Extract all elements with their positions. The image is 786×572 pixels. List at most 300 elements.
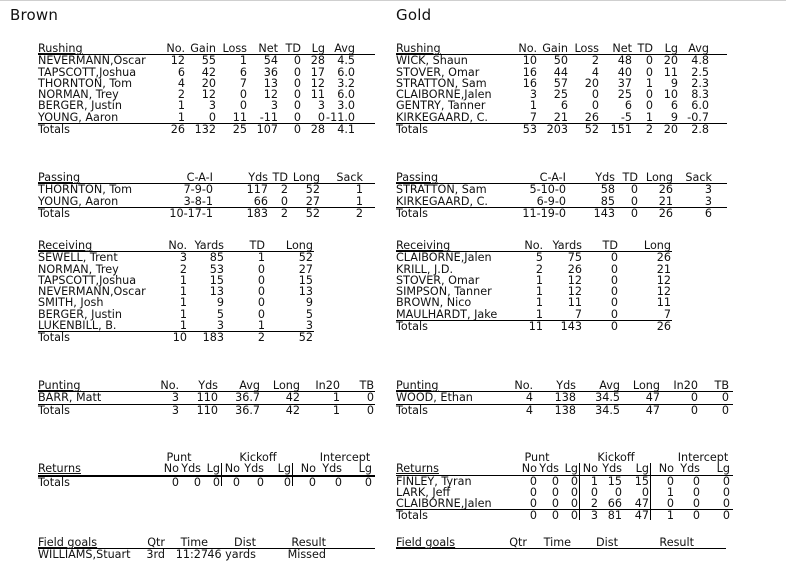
stat-cell: 0: [610, 251, 618, 265]
stat-cell: 0: [334, 475, 342, 489]
stat-cell: 0: [692, 474, 700, 488]
stat-cell: Dist: [596, 536, 618, 549]
totals-row: [38, 331, 314, 343]
stat-cell: 20: [663, 54, 678, 68]
stat-cell: 0: [551, 497, 559, 511]
stat-cell: 12: [170, 54, 185, 68]
stat-cell: 3: [171, 403, 179, 417]
stat-cell: Avg: [239, 379, 260, 392]
stat-cell: 11: [567, 296, 582, 310]
stat-cell: 12: [263, 88, 278, 102]
stat-cell: 4: [525, 403, 533, 417]
stat-cell: 3.2: [337, 76, 355, 90]
stat-cell: 1: [645, 76, 653, 90]
stat-cell: 1: [666, 485, 674, 499]
stat-cell: 5: [216, 307, 224, 321]
row-label: FINLEY, Tyran: [396, 474, 472, 488]
returns-group-label: Intercept: [319, 451, 371, 464]
stat-cell: 12: [201, 88, 216, 102]
stat-cell: 15: [607, 474, 622, 488]
stat-cell: 6.0: [337, 88, 355, 102]
stat-cell: 1: [179, 296, 187, 310]
row-label: WOOD, Ethan: [396, 391, 473, 405]
section-header: [396, 463, 733, 475]
stat-cell: 11-19-0: [522, 206, 566, 220]
stat-cell: 1: [179, 285, 187, 299]
row-label: NORMAN, Trey: [38, 262, 119, 276]
stat-cell: 1: [177, 110, 185, 124]
row-label: Totals: [396, 320, 428, 334]
section-title: Field goals: [38, 536, 98, 549]
stat-cell: 1: [239, 54, 247, 68]
stat-cell: Yds: [539, 462, 559, 476]
stat-cell: 1: [179, 307, 187, 321]
stat-cell: 15: [298, 273, 313, 287]
stat-cell: 0: [630, 183, 638, 197]
stat-cell: 7: [239, 76, 247, 90]
returns-group-label: Punt: [166, 451, 192, 464]
stat-cell: 3: [216, 319, 224, 333]
stat-cell: 0: [551, 474, 559, 488]
row-label: LUKENBILL, B.: [38, 319, 117, 333]
stat-cell: Lg: [716, 462, 730, 476]
stat-cell: 7: [529, 110, 537, 124]
stat-cell: 85: [600, 194, 615, 208]
stat-cell: 1: [257, 251, 265, 265]
section-header: [396, 537, 726, 549]
stat-cell: No: [582, 462, 598, 476]
stat-cell: 28: [310, 123, 325, 137]
table-row: [38, 55, 375, 66]
stat-cell: 0: [293, 54, 301, 68]
stat-cell: 6.0: [691, 99, 709, 113]
row-label: KIRKEGAARD, C.: [396, 110, 488, 124]
stat-cell: 1: [666, 509, 674, 523]
table-row: [38, 252, 314, 263]
stat-cell: 47: [634, 497, 649, 511]
stat-cell: 58: [600, 183, 615, 197]
stat-cell: Yds: [322, 462, 342, 476]
stat-cell: 0: [257, 273, 265, 287]
stat-cell: 16: [522, 76, 537, 90]
stat-cell: Qtr: [147, 536, 165, 549]
stat-cell: 0: [645, 65, 653, 79]
stat-cell: 110: [196, 403, 218, 417]
stat-cell: Long: [272, 379, 300, 392]
stat-cell: 5: [305, 307, 313, 321]
stat-cell: 85: [209, 251, 224, 265]
stat-cell: 42: [285, 391, 300, 405]
stat-cell: 6: [177, 65, 185, 79]
stat-cell: Avg: [334, 42, 355, 55]
stat-cell: 2: [257, 331, 265, 345]
stat-cell: 26: [656, 320, 671, 334]
stat-cell: 10: [522, 54, 537, 68]
stat-cell: 2: [179, 262, 187, 276]
passing-table-right: [396, 172, 727, 219]
stat-cell: 52: [305, 206, 320, 220]
stat-cell: 0: [666, 474, 674, 488]
stat-cell: No.: [514, 379, 533, 392]
totals-row: [38, 404, 375, 416]
stat-cell: 0: [529, 509, 537, 523]
top-border: [0, 0, 786, 1]
table-row: [38, 320, 314, 331]
stat-cell: Yds: [244, 462, 264, 476]
stat-cell: 0: [690, 391, 698, 405]
field-goals-table-right: [396, 537, 726, 549]
stat-cell: 3: [704, 194, 712, 208]
stat-cell: 2: [355, 206, 363, 220]
stat-cell: TB: [714, 379, 729, 392]
section-title: Rushing: [38, 42, 83, 55]
stat-cell: Dist: [234, 536, 256, 549]
section-title: Receiving: [38, 239, 93, 252]
stat-cell: 12: [656, 273, 671, 287]
stat-cell: 3-8-1: [183, 194, 213, 208]
stat-cell: 21: [553, 110, 568, 124]
stat-cell: 26: [567, 262, 582, 276]
stat-cell: 11:27: [175, 548, 208, 562]
stat-cell: 3rd: [146, 548, 165, 562]
stat-cell: 0: [257, 307, 265, 321]
stat-cell: 10: [172, 331, 187, 345]
stat-cell: TD: [272, 171, 288, 184]
stat-cell: 203: [546, 123, 568, 137]
stat-cell: 53: [209, 262, 224, 276]
stat-cell: Gain: [190, 42, 216, 55]
stat-cell: 1: [535, 296, 543, 310]
stat-cell: 4: [177, 76, 185, 90]
stat-cell: 143: [560, 320, 582, 334]
stat-cell: Long: [285, 239, 313, 252]
table-row: [396, 498, 733, 509]
stat-cell: 110: [196, 391, 218, 405]
row-label: BERGER, Justin: [38, 99, 122, 113]
column-divider: [579, 463, 580, 520]
stat-cell: 1: [535, 285, 543, 299]
stat-cell: Result: [659, 536, 694, 549]
stat-cell: 75: [567, 251, 582, 265]
stat-cell: 27: [298, 262, 313, 276]
stat-cell: 6.0: [337, 65, 355, 79]
stat-cell: Yds: [680, 462, 700, 476]
stat-cell: 11: [656, 296, 671, 310]
stat-cell: -11: [259, 110, 278, 124]
stat-cell: 0: [610, 285, 618, 299]
stat-cell: 20: [663, 123, 678, 137]
stat-cell: Yds: [198, 379, 218, 392]
stat-cell: Long: [645, 171, 673, 184]
stat-cell: 2.3: [691, 76, 709, 90]
row-label: STRATTON, Sam: [396, 183, 487, 197]
totals-row: [38, 207, 375, 219]
stat-cell: 4: [591, 65, 599, 79]
column-divider: [650, 463, 651, 520]
stat-cell: C-A-I: [539, 171, 566, 184]
stat-cell: 9: [670, 110, 678, 124]
stat-cell: Avg: [688, 42, 709, 55]
stat-cell: 26: [170, 123, 185, 137]
row-label: SEWELL, Trent: [38, 251, 118, 265]
stat-cell: 46 yards: [207, 548, 256, 562]
stat-cell: 0: [570, 509, 578, 523]
stat-cell: 36: [263, 65, 278, 79]
stat-cell: 0: [692, 485, 700, 499]
stat-cell: 1: [179, 273, 187, 287]
stat-cell: No: [300, 462, 316, 476]
stat-cell: Long: [643, 239, 671, 252]
stat-cell: 5-10-0: [529, 183, 566, 197]
stat-cell: Sack: [685, 171, 712, 184]
section-title: Punting: [38, 379, 81, 392]
table-row: [396, 309, 672, 320]
stat-cell: No: [163, 462, 179, 476]
stat-cell: Result: [291, 536, 326, 549]
stat-cell: 47: [645, 391, 660, 405]
stat-cell: Loss: [574, 42, 599, 55]
stat-cell: 0: [256, 475, 264, 489]
table-row: [38, 549, 375, 560]
row-label: NEVERMANN,Oscar: [38, 54, 146, 68]
stat-cell: 0: [645, 99, 653, 113]
stat-cell: 3.0: [337, 99, 355, 113]
stat-cell: Sack: [336, 171, 363, 184]
row-label: SIMPSON, Tanner: [396, 285, 492, 299]
section-header: [38, 463, 375, 475]
stat-cell: 0: [308, 475, 316, 489]
stat-cell: 12: [567, 273, 582, 287]
returns-table-right: [396, 452, 733, 522]
stat-cell: 1: [535, 273, 543, 287]
returns-group-label: Kickoff: [597, 451, 635, 464]
stat-cell: 12: [567, 285, 582, 299]
row-label: NORMAN, Trey: [38, 88, 119, 102]
stat-cell: 47: [634, 509, 649, 523]
stat-cell: 0: [722, 485, 730, 499]
stat-cell: 0: [591, 88, 599, 102]
stat-cell: 0: [591, 99, 599, 113]
stat-cell: 36.7: [235, 391, 260, 405]
stat-cell: 15: [209, 273, 224, 287]
stat-cell: 9: [670, 76, 678, 90]
stat-cell: 1: [645, 110, 653, 124]
stat-cell: 6-9-0: [536, 194, 566, 208]
stat-cell: 42: [201, 65, 216, 79]
stat-cell: 52: [298, 331, 313, 345]
stat-cell: 40: [617, 65, 632, 79]
stat-cell: TD: [602, 239, 618, 252]
stat-cell: 26: [584, 110, 599, 124]
stat-cell: 0: [283, 475, 291, 489]
stat-cell: 20: [201, 76, 216, 90]
stat-cell: 0: [570, 474, 578, 488]
stat-cell: 3: [529, 88, 537, 102]
stat-cell: C-A-I: [186, 171, 213, 184]
stat-cell: Yds: [556, 379, 576, 392]
stat-cell: 0: [257, 285, 265, 299]
stat-cell: 11: [663, 65, 678, 79]
stat-cell: 0: [610, 296, 618, 310]
stat-cell: Loss: [222, 42, 247, 55]
stat-cell: 0: [610, 320, 618, 334]
rushing-table-right: [396, 43, 727, 135]
stat-cell: 52: [305, 183, 320, 197]
stat-cell: Yds: [181, 462, 201, 476]
row-label: THORNTON, Tom: [38, 76, 132, 90]
stat-cell: 143: [593, 206, 615, 220]
stat-cell: 66: [253, 194, 268, 208]
row-label: Totals: [38, 206, 70, 220]
stat-cell: 1: [355, 194, 363, 208]
totals-row: [38, 476, 375, 488]
stat-cell: 1: [529, 99, 537, 113]
stat-cell: 0: [721, 403, 729, 417]
section-title: Returns: [396, 462, 439, 476]
stat-cell: No.: [160, 379, 179, 392]
stat-cell: No.: [524, 239, 543, 252]
section-title: Passing: [38, 171, 81, 184]
stat-cell: 3: [179, 251, 187, 265]
stat-cell: 66: [607, 497, 622, 511]
stat-cell: 47: [645, 403, 660, 417]
stat-cell: 0: [171, 475, 179, 489]
stat-cell: 0: [239, 99, 247, 113]
stat-cell: 2.5: [691, 65, 709, 79]
stat-cell: 0: [232, 475, 240, 489]
section-title: Rushing: [396, 42, 441, 55]
stat-cell: 34.5: [595, 391, 620, 405]
stat-cell: 34.5: [595, 403, 620, 417]
stat-cell: 3: [270, 99, 278, 113]
stat-cell: 6: [670, 99, 678, 113]
stat-cell: 48: [617, 54, 632, 68]
stat-cell: 55: [201, 54, 216, 68]
rushing-table-left: [38, 43, 375, 135]
stat-cell: 2.8: [691, 123, 709, 137]
stat-cell: 3: [305, 319, 313, 333]
stat-cell: 0: [293, 88, 301, 102]
stat-cell: 7: [574, 307, 582, 321]
stat-cell: 12: [656, 285, 671, 299]
table-row: [396, 252, 672, 263]
stat-cell: 11: [232, 110, 247, 124]
stat-cell: 0: [641, 485, 649, 499]
stat-cell: 9: [216, 296, 224, 310]
stat-cell: TD: [249, 239, 265, 252]
stat-cell: 0: [692, 497, 700, 511]
stat-cell: 81: [607, 509, 622, 523]
stat-cell: 138: [554, 391, 576, 405]
stat-cell: 26: [656, 251, 671, 265]
stat-cell: No: [521, 462, 537, 476]
section-title: Receiving: [396, 239, 451, 252]
stat-cell: 0: [193, 475, 201, 489]
stat-cell: Lg: [635, 462, 649, 476]
row-label: CLAIBORNE,Jalen: [396, 88, 492, 102]
stat-cell: No: [658, 462, 674, 476]
stat-cell: Net: [258, 42, 278, 55]
stat-cell: 2: [280, 206, 288, 220]
row-label: WICK, Shaun: [396, 54, 468, 68]
stat-cell: 0: [610, 262, 618, 276]
stat-cell: 0: [212, 475, 220, 489]
stat-cell: 57: [553, 76, 568, 90]
stat-cell: 0: [692, 509, 700, 523]
row-label: Totals: [38, 331, 70, 345]
stat-cell: TB: [359, 379, 374, 392]
stat-cell: 0: [690, 403, 698, 417]
stat-cell: 3: [704, 183, 712, 197]
stat-cell: Yds: [595, 171, 615, 184]
stat-cell: TD: [285, 42, 301, 55]
stat-cell: Lg: [277, 462, 291, 476]
stat-cell: 0: [645, 88, 653, 102]
stat-cell: 25: [553, 88, 568, 102]
stat-cell: 0: [293, 76, 301, 90]
stat-cell: No.: [166, 42, 185, 55]
stat-cell: 11: [310, 88, 325, 102]
table-row: [396, 196, 727, 207]
stat-cell: Net: [612, 42, 632, 55]
stat-cell: 0: [722, 474, 730, 488]
stat-cell: 0: [666, 497, 674, 511]
stat-cell: 1: [332, 403, 340, 417]
stat-cell: -11.0: [326, 110, 355, 124]
stat-cell: 10-17-1: [169, 206, 213, 220]
stat-cell: 42: [285, 403, 300, 417]
stat-cell: Lg: [564, 462, 578, 476]
stat-cell: 1: [355, 183, 363, 197]
stat-cell: 4.8: [691, 54, 709, 68]
row-label: Totals: [38, 123, 70, 137]
stat-cell: -5: [620, 110, 632, 124]
totals-row: [396, 320, 672, 332]
stat-cell: 151: [610, 123, 632, 137]
row-label: STOVER, Omar: [396, 273, 480, 287]
stat-cell: 37: [617, 76, 632, 90]
stat-cell: In20: [315, 379, 340, 392]
stat-cell: 2: [535, 262, 543, 276]
stat-cell: 2: [645, 123, 653, 137]
stat-cell: 0: [570, 485, 578, 499]
stat-cell: Qtr: [509, 536, 527, 549]
stat-cell: Missed: [287, 548, 326, 562]
stat-cell: 0: [721, 391, 729, 405]
stat-cell: 117: [246, 183, 268, 197]
stat-cell: 0: [551, 509, 559, 523]
totals-row: [396, 404, 733, 416]
stat-cell: 183: [202, 331, 224, 345]
row-label: SMITH, Josh: [38, 296, 104, 310]
returns-group-label: Kickoff: [239, 451, 277, 464]
totals-row: [396, 509, 733, 521]
stat-cell: 0: [529, 474, 537, 488]
stat-cell: 0: [630, 206, 638, 220]
stat-cell: 53: [522, 123, 537, 137]
stat-cell: 0: [551, 485, 559, 499]
row-label: GENTRY, Tanner: [396, 99, 486, 113]
stat-cell: TD: [637, 42, 653, 55]
stat-cell: 8.3: [691, 88, 709, 102]
stat-cell: Avg: [599, 379, 620, 392]
stat-cell: Yards: [194, 239, 224, 252]
stat-cell: -0.7: [687, 110, 709, 124]
stat-cell: 0: [366, 391, 374, 405]
stat-cell: Lg: [358, 462, 372, 476]
stat-cell: 107: [256, 123, 278, 137]
receiving-table-right: [396, 240, 672, 332]
